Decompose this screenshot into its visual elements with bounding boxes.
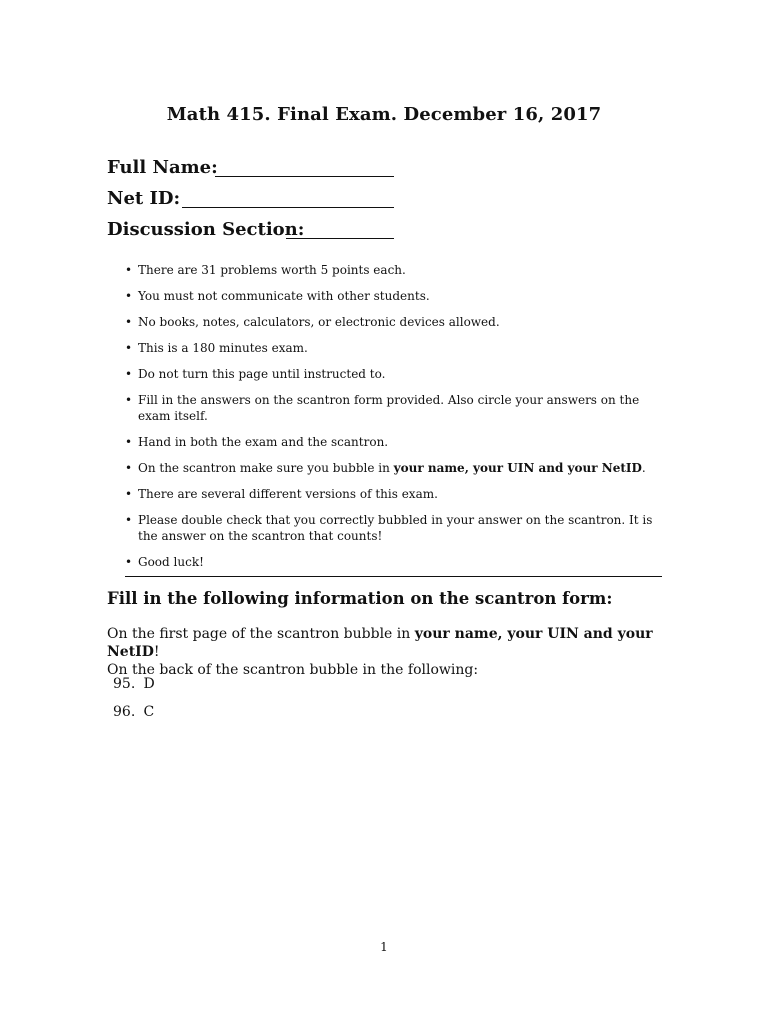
discussion-section-label: Discussion Section: xyxy=(107,219,305,240)
discussion-section-blank[interactable] xyxy=(286,238,394,239)
bullet-text: You must not communicate with other students. xyxy=(138,289,430,303)
full-name-field xyxy=(107,156,218,180)
bullet-icon: • xyxy=(125,461,133,475)
list-item xyxy=(113,674,155,694)
bullet-text: There are several different versions of this exam. xyxy=(138,487,438,501)
bullet-icon: • xyxy=(125,435,133,449)
scantron-line-1 xyxy=(107,625,707,661)
scantron-line-1-end: ! xyxy=(153,644,160,660)
list-item xyxy=(122,262,667,278)
scantron-line-1-start: On the first page of the scantron bubble in xyxy=(107,626,415,642)
net-id-field xyxy=(107,187,180,211)
net-id-label: Net ID: xyxy=(107,188,181,209)
page-title: Math 415. Final Exam. December 16, 2017 xyxy=(166,104,602,125)
bullet-text-end: . xyxy=(641,461,646,475)
bullet-text: There are 31 problems worth 5 points each. xyxy=(138,263,406,277)
bullet-text: Fill in the answers on the scantron form provided. Also circle your answers on the exam itself. xyxy=(138,393,640,423)
scantron-line-2: On the back of the scantron bubble in the following: xyxy=(107,662,479,678)
bullet-text: Hand in both the exam and the scantron. xyxy=(138,435,389,449)
list-item xyxy=(122,366,667,382)
bullet-icon: • xyxy=(125,513,133,527)
list-item xyxy=(122,554,667,570)
bullet-icon: • xyxy=(125,289,133,303)
bullet-icon: • xyxy=(125,393,133,407)
bullet-icon: • xyxy=(125,555,133,569)
bullet-text: On the scantron make sure you bubble in xyxy=(138,461,394,475)
bullet-icon: • xyxy=(125,341,133,355)
full-name-label: Full Name: xyxy=(107,157,218,178)
discussion-section-field xyxy=(107,218,304,242)
list-item xyxy=(122,434,667,450)
full-name-blank[interactable] xyxy=(215,176,394,177)
instructions-list xyxy=(122,262,667,570)
list-item xyxy=(122,460,667,476)
list-item xyxy=(122,340,667,356)
list-item xyxy=(113,702,155,722)
answer-number: 95. xyxy=(113,676,136,692)
answer-letter: D xyxy=(143,676,155,692)
bullet-text: This is a 180 minutes exam. xyxy=(138,341,308,355)
answer-letter: C xyxy=(143,704,155,720)
bullet-text: Good luck! xyxy=(138,555,204,569)
bullet-icon: • xyxy=(125,487,133,501)
bullet-icon: • xyxy=(125,263,133,277)
list-item xyxy=(122,314,667,330)
scantron-heading: Fill in the following information on the scantron form: xyxy=(107,589,613,608)
answer-number: 96. xyxy=(113,704,136,720)
bullet-text: Do not turn this page until instructed to. xyxy=(138,367,386,381)
bullet-text: No books, notes, calculators, or electronic devices allowed. xyxy=(138,315,500,329)
bullet-bold-text: your name, your UIN and your NetID xyxy=(393,461,642,475)
list-item xyxy=(122,392,667,424)
scantron-line-1-bold: your name, your UIN and your NetID xyxy=(107,626,653,660)
list-item xyxy=(122,486,667,502)
answer-list xyxy=(113,674,155,730)
bullet-text: Please double check that you correctly bubbled in your answer on the scantron. It is the answer on the scantron that counts! xyxy=(138,513,653,543)
section-divider xyxy=(125,576,662,577)
scantron-instructions xyxy=(107,625,707,679)
list-item xyxy=(122,288,667,304)
bullet-icon: • xyxy=(125,315,133,329)
list-item xyxy=(122,512,667,544)
bullet-icon: • xyxy=(125,367,133,381)
page-number: 1 xyxy=(380,940,388,954)
net-id-blank[interactable] xyxy=(182,207,394,208)
